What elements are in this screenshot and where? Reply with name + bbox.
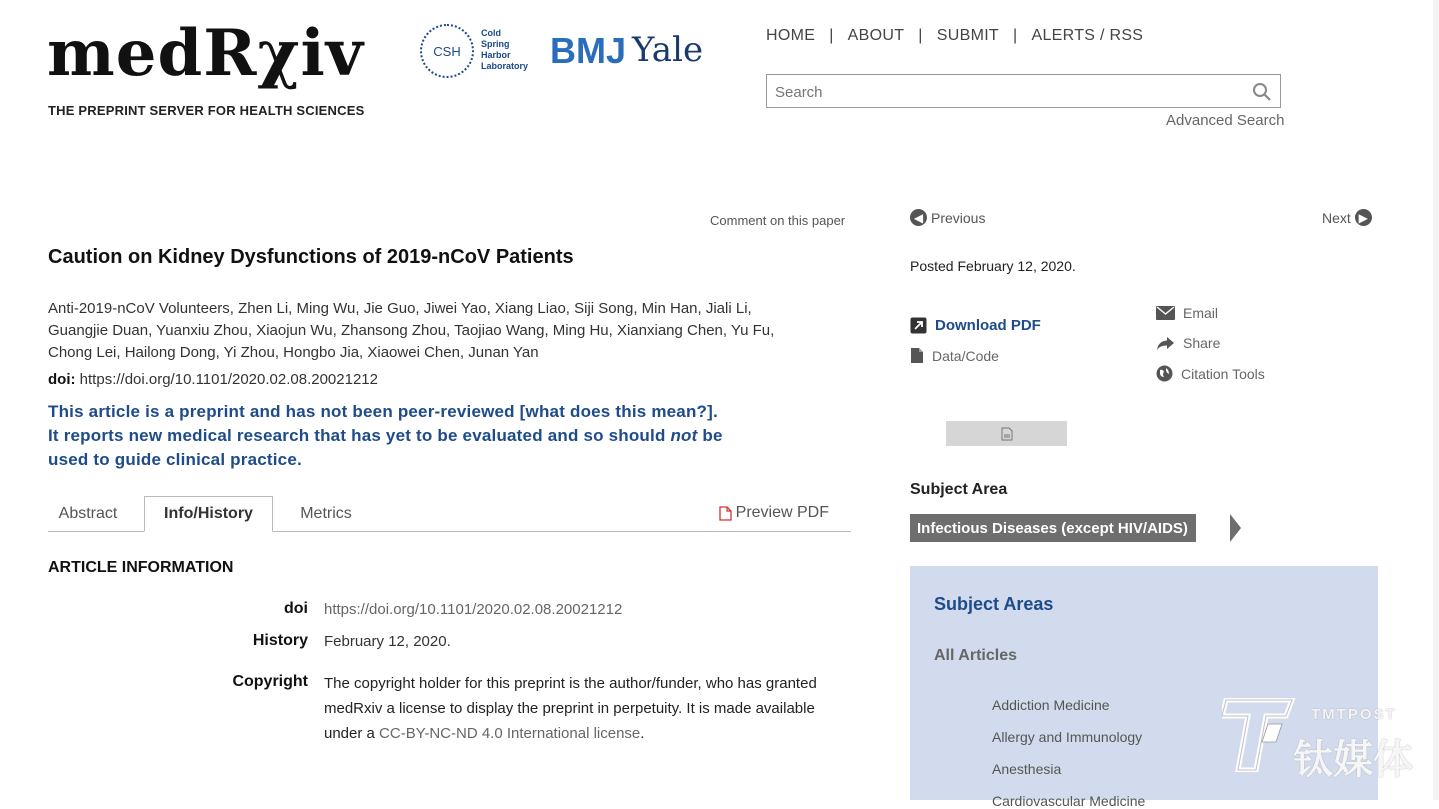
tab-info-history[interactable]: Info/History bbox=[144, 496, 273, 532]
next-link[interactable] bbox=[1322, 209, 1372, 226]
download-icon bbox=[910, 317, 927, 334]
file-icon bbox=[910, 347, 924, 364]
search-icon[interactable] bbox=[1252, 82, 1272, 102]
share-link[interactable] bbox=[1156, 335, 1220, 351]
copyright-line: The copyright holder for this preprint is the author/funder, who has granted bbox=[324, 675, 817, 692]
all-articles-link[interactable]: All Articles bbox=[934, 647, 1017, 664]
search-input[interactable] bbox=[773, 76, 1247, 108]
comment-link[interactable]: Comment on this paper bbox=[710, 213, 846, 228]
subject-item[interactable]: Addiction Medicine bbox=[992, 697, 1110, 713]
altmetric-placeholder[interactable] bbox=[946, 421, 1067, 446]
subject-area-heading: Subject Area bbox=[910, 481, 1008, 498]
article-information-heading: ARTICLE INFORMATION bbox=[48, 559, 234, 576]
email-link[interactable] bbox=[1156, 305, 1218, 321]
copyright-text-part: . bbox=[640, 725, 645, 742]
author-list bbox=[48, 298, 828, 364]
broken-image-icon bbox=[1001, 427, 1013, 441]
copyright-text-part: under a bbox=[324, 725, 380, 742]
history-label: History bbox=[252, 632, 308, 649]
bmj-logo[interactable]: BMJ bbox=[550, 30, 627, 71]
author-line[interactable]: Chong Lei, Hailong Dong, Yi Zhou, Hongbo Jia, Xiaowei Chen, Junan Yan bbox=[48, 344, 539, 361]
previous-label: Previous bbox=[931, 209, 986, 226]
subject-tag[interactable]: Infectious Diseases (except HIV/AIDS) bbox=[910, 514, 1196, 542]
share-icon bbox=[1156, 336, 1175, 351]
nav-separator: | bbox=[1013, 27, 1018, 44]
history-value: February 12, 2020. bbox=[324, 633, 451, 650]
preview-pdf-label: Preview PDF bbox=[735, 504, 829, 521]
advanced-search-link[interactable]: Advanced Search bbox=[1166, 112, 1285, 129]
arrow-left-icon: ◀ bbox=[910, 209, 927, 226]
notice-emphasis: not bbox=[670, 426, 698, 445]
medrxiv-logo[interactable]: medRχiv bbox=[47, 16, 364, 91]
data-code-label: Data/Code bbox=[932, 347, 999, 364]
email-label: Email bbox=[1183, 305, 1219, 321]
doi-field-value[interactable]: https://doi.org/10.1101/2020.02.08.20021212 bbox=[324, 601, 623, 618]
article-tabs bbox=[48, 496, 851, 532]
csh-name bbox=[481, 28, 551, 72]
nav-separator: | bbox=[918, 27, 923, 44]
author-line[interactable]: Anti-2019-nCoV Volunteers, Zhen Li, Ming Wu, Jie Guo, Jiwei Yao, Xiang Liao, Siji Song, Min Han, Jiali Li, bbox=[48, 300, 752, 317]
doi-link[interactable]: https://doi.org/10.1101/2020.02.08.20021212 bbox=[79, 371, 378, 388]
nav-home[interactable]: HOME bbox=[766, 27, 816, 44]
nav-about[interactable]: ABOUT bbox=[847, 27, 905, 44]
csh-line: Laboratory bbox=[481, 61, 529, 71]
notice-line: used to guide clinical practice. bbox=[48, 450, 302, 469]
doi-field-label: doi bbox=[284, 600, 308, 617]
citation-tools-link[interactable] bbox=[1156, 365, 1265, 382]
article-title: Caution on Kidney Dysfunctions of 2019-nCoV Patients bbox=[48, 246, 574, 268]
watermark-cn: 钛媒体 bbox=[1293, 737, 1413, 783]
subject-item[interactable]: Anesthesia bbox=[992, 761, 1062, 777]
yale-logo[interactable]: Yale bbox=[632, 30, 704, 70]
csh-line: Harbor bbox=[481, 50, 511, 60]
data-code-link[interactable] bbox=[910, 347, 999, 364]
envelope-icon bbox=[1156, 306, 1175, 320]
csh-logo[interactable] bbox=[420, 24, 474, 78]
tab-metrics[interactable]: Metrics bbox=[300, 504, 352, 522]
doi-label: doi: bbox=[48, 371, 76, 388]
doi-line bbox=[48, 371, 378, 388]
nav-alerts-rss[interactable]: ALERTS / RSS bbox=[1031, 27, 1144, 44]
preprint-notice bbox=[48, 400, 848, 472]
license-link[interactable]: CC-BY-NC-ND 4.0 International license bbox=[379, 725, 641, 742]
nav-separator: | bbox=[829, 27, 834, 44]
globe-icon bbox=[1156, 365, 1173, 382]
notice-line[interactable]: This article is a preprint and has not been peer-reviewed [what does this mean?]. bbox=[48, 402, 718, 421]
csh-line: Spring bbox=[481, 39, 510, 49]
copyright-label: Copyright bbox=[232, 673, 308, 690]
site-tagline: THE PREPRINT SERVER FOR HEALTH SCIENCES bbox=[48, 103, 365, 118]
notice-text: be bbox=[697, 426, 723, 445]
csh-abbr: CSH bbox=[433, 43, 461, 59]
share-label: Share bbox=[1183, 335, 1221, 351]
tab-abstract[interactable]: Abstract bbox=[58, 504, 118, 522]
preview-pdf-link[interactable] bbox=[719, 504, 829, 522]
posted-date: Posted February 12, 2020. bbox=[910, 258, 1076, 274]
download-pdf-label: Download PDF bbox=[935, 317, 1041, 334]
next-label: Next bbox=[1322, 209, 1351, 226]
watermark-en: TMTPOST bbox=[1311, 706, 1397, 723]
scrollbar[interactable] bbox=[1433, 0, 1439, 800]
copyright-text bbox=[324, 671, 854, 746]
arrow-right-icon: ▶ bbox=[1355, 209, 1372, 226]
tmtpost-logo-icon bbox=[1222, 698, 1296, 772]
author-line[interactable]: Guangjie Duan, Yuanxiu Zhou, Xiaojun Wu, Zhansong Zhou, Taojiao Wang, Ming Hu, Xianxiang Chen, Yu Fu, bbox=[48, 322, 775, 339]
citation-tools-label: Citation Tools bbox=[1181, 365, 1265, 382]
previous-link[interactable] bbox=[910, 209, 985, 226]
pdf-file-icon bbox=[719, 506, 732, 521]
notice-text: It reports new medical research that has yet to be evaluated and so should bbox=[48, 426, 671, 445]
top-nav bbox=[766, 27, 1143, 45]
notice-line bbox=[48, 424, 848, 448]
copyright-line: medRxiv a license to display the preprint in perpetuity. It is made available bbox=[324, 700, 815, 717]
subject-item[interactable]: Allergy and Immunology bbox=[992, 729, 1143, 745]
subject-areas-heading: Subject Areas bbox=[934, 594, 1054, 614]
nav-submit[interactable]: SUBMIT bbox=[936, 27, 1000, 44]
csh-line: Cold bbox=[481, 28, 501, 38]
download-pdf-button[interactable] bbox=[910, 317, 1041, 334]
search-box bbox=[766, 74, 1281, 108]
copyright-line bbox=[324, 721, 854, 746]
subject-tag-arrow bbox=[1230, 514, 1241, 542]
subject-item[interactable]: Cardiovascular Medicine bbox=[992, 793, 1146, 809]
